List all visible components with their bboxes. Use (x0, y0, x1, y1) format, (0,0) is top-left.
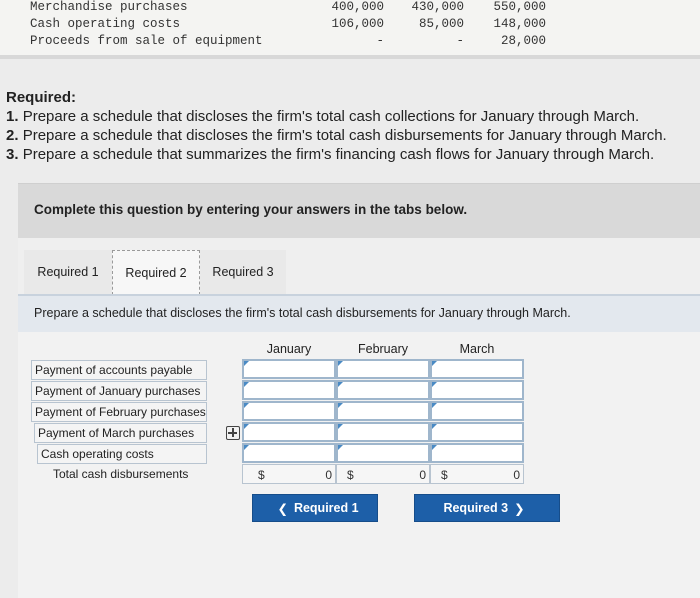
value-cell: 400,000 (331, 0, 384, 14)
value-cell: 85,000 (418, 17, 464, 31)
total-march: 0 (513, 468, 520, 482)
requirements (6, 88, 667, 164)
row-label: Merchandise purchases (30, 0, 188, 14)
requirement-number: 3. (6, 146, 19, 163)
total-january: 0 (325, 468, 332, 482)
value-cell: - (456, 34, 464, 48)
input-cell[interactable] (242, 359, 336, 379)
value-cell: 28,000 (500, 34, 546, 48)
row-label-march-purchases: Payment of March purchases (34, 423, 207, 443)
requirements-title: Required: (6, 89, 77, 106)
value-cell: 106,000 (331, 17, 384, 31)
previous-button-label: Required 1 (293, 501, 359, 515)
input-cell[interactable] (336, 401, 430, 421)
input-cell[interactable] (336, 380, 430, 400)
chevron-left-icon: ❮ (277, 501, 288, 516)
row-label-february-purchases: Payment of February purchases (31, 402, 207, 422)
tab-required-2[interactable] (112, 250, 200, 295)
row-label: Proceeds from sale of equipment (30, 34, 263, 48)
instruction-text: Prepare a schedule that discloses the firm's total cash disbursements for January through March. (34, 306, 571, 320)
tab-bar (18, 238, 700, 294)
requirement-item (6, 145, 667, 164)
column-header-january: January (266, 342, 312, 356)
currency-symbol: $ (258, 468, 265, 482)
input-cell[interactable] (430, 359, 524, 379)
column-header-february: February (357, 342, 409, 356)
input-cell[interactable] (242, 380, 336, 400)
input-cell[interactable] (242, 422, 336, 442)
next-button[interactable] (414, 494, 560, 522)
tab-label: Required 2 (125, 266, 187, 280)
requirement-number: 1. (6, 108, 19, 125)
tab-label: Required 3 (212, 265, 274, 279)
input-cell[interactable] (242, 443, 336, 463)
requirement-text: Prepare a schedule that discloses the firm's total cash disbursements for January through March. (22, 127, 667, 144)
input-cell[interactable] (430, 380, 524, 400)
instruction-bar (18, 294, 700, 332)
column-header-march: March (459, 342, 495, 356)
instructions-banner (18, 183, 700, 239)
tab-required-3[interactable] (200, 250, 286, 294)
plus-icon (226, 426, 240, 440)
value-cell: 550,000 (493, 0, 546, 14)
row-label-total: Total cash disbursements (53, 467, 189, 481)
input-cell[interactable] (336, 443, 430, 463)
chevron-right-icon: ❯ (514, 501, 525, 516)
banner-text: Complete this question by entering your answers in the tabs below. (34, 202, 468, 217)
input-cell[interactable] (430, 422, 524, 442)
tab-label: Required 1 (37, 265, 99, 279)
value-cell: 430,000 (411, 0, 464, 14)
previous-button[interactable] (252, 494, 378, 522)
divider (0, 55, 700, 59)
input-cell[interactable] (336, 422, 430, 442)
requirement-item (6, 126, 667, 145)
input-cell[interactable] (430, 401, 524, 421)
data-table (0, 0, 700, 56)
currency-symbol: $ (441, 468, 448, 482)
row-label-january-purchases: Payment of January purchases (31, 381, 207, 401)
requirement-item (6, 107, 667, 126)
tab-required-1[interactable] (24, 250, 112, 294)
requirement-text: Prepare a schedule that discloses the firm's total cash collections for January through March. (22, 108, 640, 125)
next-button-label: Required 3 (443, 501, 509, 515)
currency-symbol: $ (347, 468, 354, 482)
requirement-text: Prepare a schedule that summarizes the firm's financing cash flows for January through March. (22, 146, 655, 163)
value-cell: 148,000 (493, 17, 546, 31)
input-cell[interactable] (430, 443, 524, 463)
requirement-number: 2. (6, 127, 19, 144)
input-cell[interactable] (336, 359, 430, 379)
row-label-cash-operating-costs: Cash operating costs (37, 444, 207, 464)
value-cell: - (376, 34, 384, 48)
row-label: Cash operating costs (30, 17, 181, 31)
row-label-accounts-payable: Payment of accounts payable (31, 360, 207, 380)
input-cell[interactable] (242, 401, 336, 421)
total-february: 0 (419, 468, 426, 482)
